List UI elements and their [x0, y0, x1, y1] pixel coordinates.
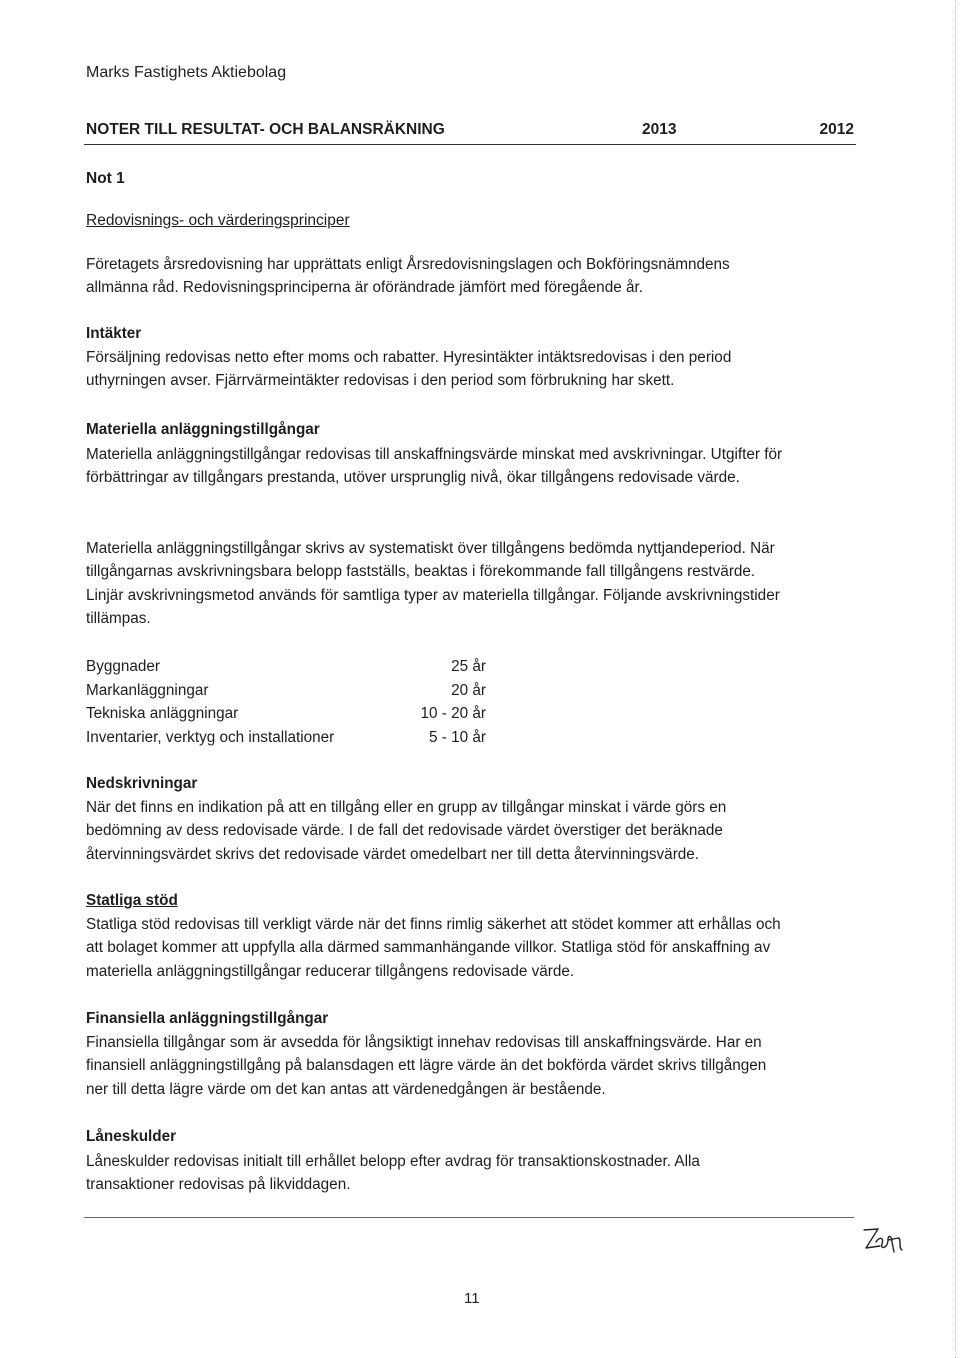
header-rule	[84, 144, 856, 145]
statliga-heading: Statliga stöd	[86, 892, 178, 909]
asset-period: 5 - 10 år	[429, 729, 486, 747]
year-current: 2013	[642, 121, 677, 138]
materiella-paragraph-2: Materiella anläggningstillgångar skrivs av systematiskt över tillgångens bedömda nyttjandeperiod. När tillgångarnas avskrivningsbara belopp fastställs, beaktas i förekommande fall tillgångens restvärde. Linjär avskrivningsmetod används för samtliga typer av materiella tillgångar. Följande avskrivningstider tillämpas.	[86, 540, 780, 627]
asset-label: Tekniska anläggningar	[86, 705, 239, 723]
initials-signature	[858, 1218, 908, 1258]
company-name: Marks Fastighets Aktiebolag	[86, 64, 287, 81]
notes-header-title: NOTER TILL RESULTAT- OCH BALANSRÄKNING	[86, 121, 445, 138]
nedskrivningar-paragraph: När det finns en indikation på att en tillgång eller en grupp av tillgångar minskat i värde görs en bedömning av dess redovisade värde. I de fall det redovisade värdet överstiger det beräknade återvinningsvärdet skrivs det redovisade värdet omedelbart ner till detta återvinningsvärde.	[86, 799, 727, 863]
depreciation-row	[86, 726, 506, 750]
materiella-heading: Materiella anläggningstillgångar	[86, 421, 320, 438]
depreciation-row	[86, 655, 506, 679]
laneskulder-heading: Låneskulder	[86, 1128, 177, 1145]
depreciation-table	[86, 655, 506, 750]
scan-edge	[955, 0, 958, 1358]
intro-paragraph: Företagets årsredovisning har upprättats enligt Årsredovisningslagen och Bokföringsnämndens allmänna råd. Redovisningsprinciperna är oförändrade jämfört med föregående år.	[86, 256, 730, 297]
section-title: Redovisnings- och värderingsprinciper	[86, 212, 350, 229]
year-prior: 2012	[819, 121, 854, 138]
finansiella-heading: Finansiella anläggningstillgångar	[86, 1010, 329, 1027]
footer-rule	[84, 1217, 854, 1218]
asset-label: Byggnader	[86, 658, 160, 675]
asset-label: Markanläggningar	[86, 681, 209, 699]
asset-period: 20 år	[451, 681, 486, 699]
asset-period: 25 år	[451, 658, 486, 675]
intakter-heading: Intäkter	[86, 325, 142, 342]
finansiella-paragraph: Finansiella tillgångar som är avsedda för långsiktigt innehav redovisas till anskaffningsvärde. Har en finansiell anläggningstillgång på balansdagen ett lägre värde än det bokförda värdet skrivs tillgången ner till detta lägre värde om det kan antas att värdenedgången är bestående.	[86, 1034, 767, 1098]
asset-period: 10 - 20 år	[420, 705, 486, 723]
notes-header	[86, 121, 854, 139]
depreciation-row	[86, 679, 506, 703]
materiella-paragraph-1: Materiella anläggningstillgångar redovisas till anskaffningsvärde minskat med avskrivningar. Utgifter för förbättringar av tillgångars prestanda, utöver ursprunglig nivå, ökar tillgångens redovisade värde.	[86, 446, 783, 487]
depreciation-row	[86, 702, 506, 726]
note-number: Not 1	[86, 170, 125, 187]
intakter-paragraph: Försäljning redovisas netto efter moms och rabatter. Hyresintäkter intäktsredovisas i den period uthyrningen avser. Fjärrvärmeintäkter redovisas i den period som förbrukning har skett.	[86, 349, 732, 390]
page-number: 11	[464, 1290, 480, 1307]
nedskrivningar-heading: Nedskrivningar	[86, 775, 198, 792]
asset-label: Inventarier, verktyg och installationer	[86, 729, 335, 747]
laneskulder-paragraph: Låneskulder redovisas initialt till erhållet belopp efter avdrag för transaktionskostnader. Alla transaktioner redovisas på likviddagen.	[86, 1153, 700, 1194]
statliga-paragraph: Statliga stöd redovisas till verkligt värde när det finns rimlig säkerhet att stödet kommer att erhållas och att bolaget kommer att uppfylla alla därmed sammanhängande villkor. Statliga stöd för anskaffning av materiella anläggningstillgångar reducerar tillgångens redovisade värde.	[86, 916, 781, 980]
